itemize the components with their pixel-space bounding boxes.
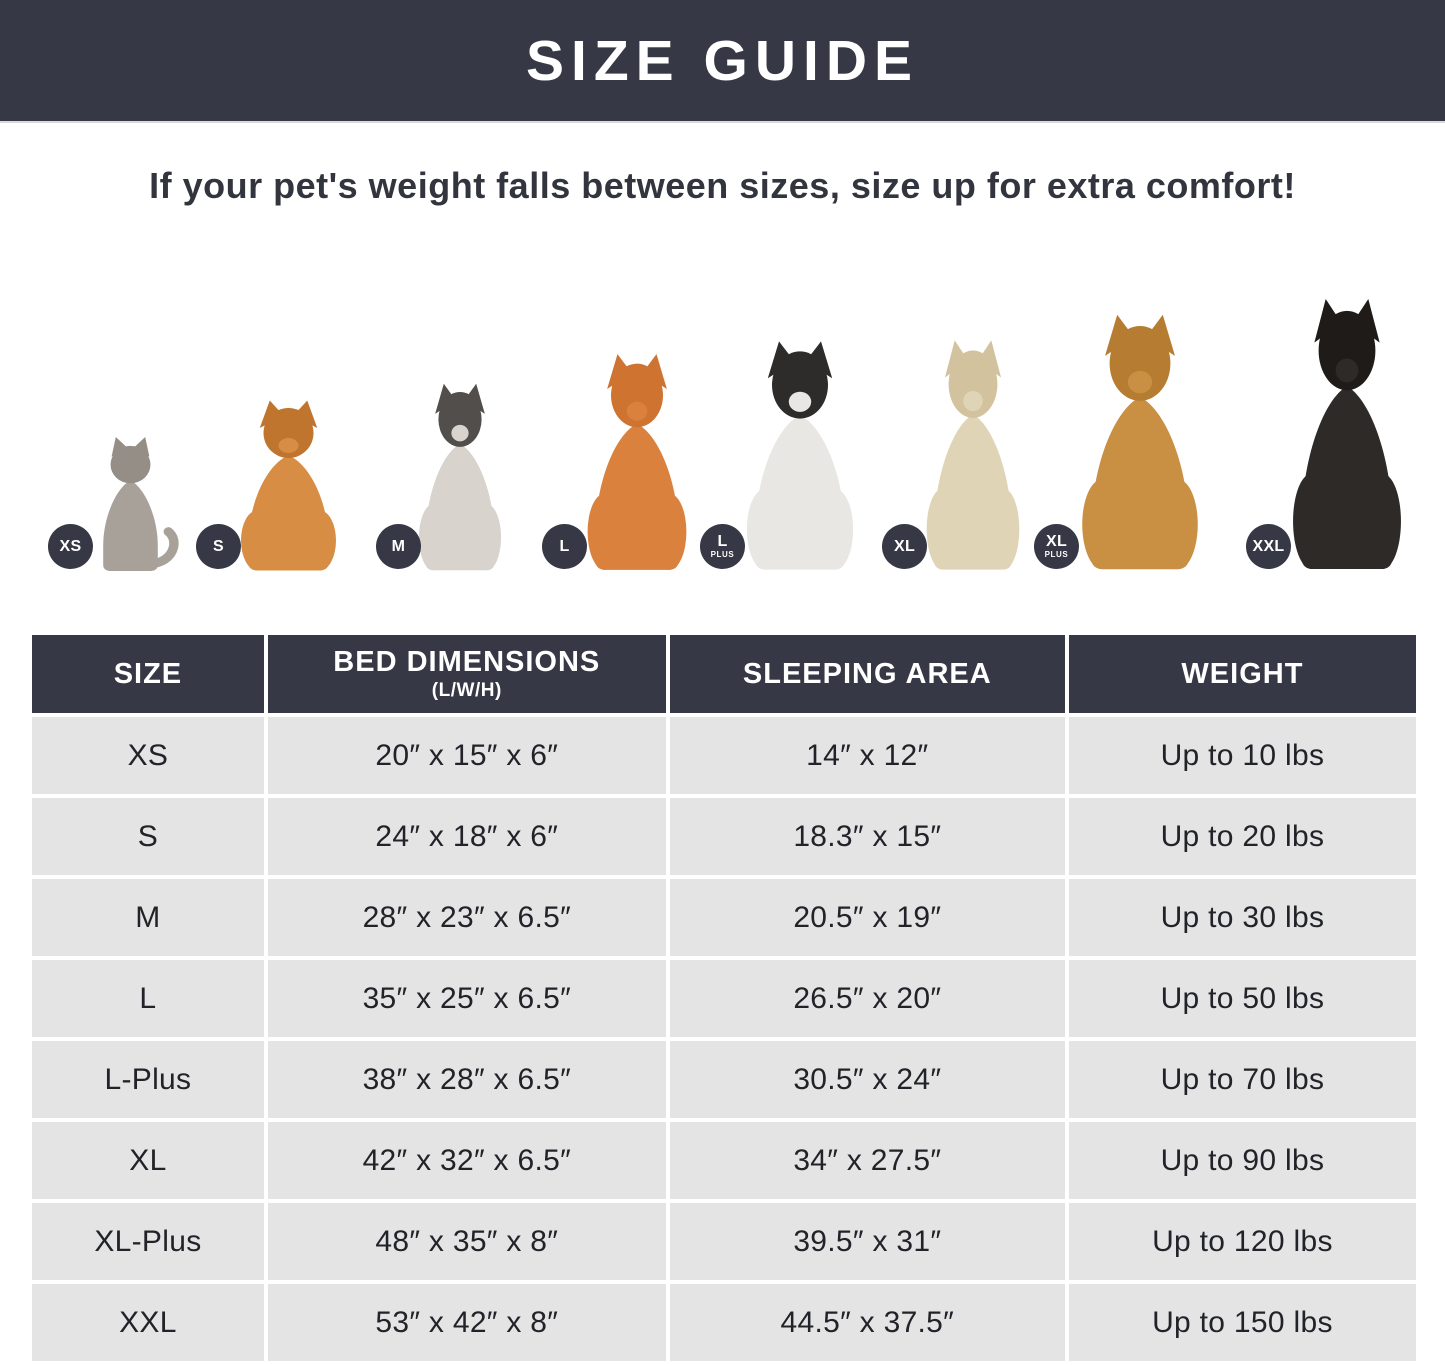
pet-cat — [59, 435, 183, 573]
cat-illustration — [78, 435, 183, 573]
size-badge-label: L — [559, 537, 570, 555]
cell-weight: Up to 70 lbs — [1069, 1041, 1416, 1118]
cell-size: S — [32, 798, 264, 875]
pet-border-collie — [710, 338, 870, 573]
cell-sleeping-area: 18.3″ x 15″ — [670, 798, 1065, 875]
size-table — [28, 631, 1420, 1365]
size-badge-label: M — [391, 537, 406, 555]
cell-sleeping-area: 30.5″ x 24″ — [670, 1041, 1065, 1118]
cell-size: XL-Plus — [32, 1203, 264, 1280]
size-badge-sublabel: PLUS — [710, 550, 735, 559]
col-header-bed-title: BED DIMENSIONS — [333, 646, 601, 678]
pet-labrador — [893, 337, 1034, 573]
cell-bed-dimensions: 35″ x 25″ x 6.5″ — [268, 960, 666, 1037]
size-badge-xxl — [1246, 524, 1291, 569]
page-title: SIZE GUIDE — [525, 28, 920, 93]
cell-weight: Up to 30 lbs — [1069, 879, 1416, 956]
size-badge-s — [196, 524, 241, 569]
col-header-size: SIZE — [32, 635, 264, 713]
cell-sleeping-area: 39.5″ x 31″ — [670, 1203, 1065, 1280]
size-badge-l-plus — [700, 524, 745, 569]
size-badge-xl — [882, 524, 927, 569]
size-badge-xs — [48, 524, 93, 569]
dog-illustration — [406, 381, 514, 573]
cell-sleeping-area: 44.5″ x 37.5″ — [670, 1284, 1065, 1361]
cell-size: XS — [32, 717, 264, 794]
table-row-xl — [32, 1122, 1416, 1199]
subtitle: If your pet's weight falls between sizes, size up for extra comfort! — [149, 165, 1296, 206]
dog-illustration — [226, 398, 351, 573]
cell-weight: Up to 10 lbs — [1069, 717, 1416, 794]
pet-pomeranian — [213, 398, 351, 573]
dog-illustration — [912, 337, 1034, 573]
cell-bed-dimensions: 24″ x 18″ x 6″ — [268, 798, 666, 875]
cell-bed-dimensions: 42″ x 32″ x 6.5″ — [268, 1122, 666, 1199]
cell-bed-dimensions: 28″ x 23″ x 6.5″ — [268, 879, 666, 956]
table-header-row — [32, 635, 1416, 713]
cell-weight: Up to 150 lbs — [1069, 1284, 1416, 1361]
dog-illustration — [1276, 295, 1418, 573]
pet-french-bulldog — [391, 381, 514, 573]
table-row-l-plus — [32, 1041, 1416, 1118]
size-badge-label: XXL — [1252, 537, 1285, 555]
pet-golden-retriever — [1044, 311, 1216, 573]
cell-weight: Up to 90 lbs — [1069, 1122, 1416, 1199]
table-row-l — [32, 960, 1416, 1037]
size-badge-m — [376, 524, 421, 569]
cell-sleeping-area: 20.5″ x 19″ — [670, 879, 1065, 956]
size-badge-label: XL — [893, 537, 916, 555]
pet-size-lineup — [0, 229, 1445, 581]
size-badge-xl-plus — [1034, 524, 1079, 569]
cell-size: M — [32, 879, 264, 956]
cell-bed-dimensions: 38″ x 28″ x 6.5″ — [268, 1041, 666, 1118]
cell-weight: Up to 20 lbs — [1069, 798, 1416, 875]
cell-sleeping-area: 34″ x 27.5″ — [670, 1122, 1065, 1199]
banner — [0, 0, 1445, 123]
size-badge-sublabel: PLUS — [1044, 550, 1069, 559]
col-header-bed-dimensions — [268, 635, 666, 713]
cell-weight: Up to 120 lbs — [1069, 1203, 1416, 1280]
table-row-m — [32, 879, 1416, 956]
size-badge-label: XL — [1045, 533, 1068, 550]
dog-illustration — [1064, 311, 1216, 573]
dog-illustration — [730, 338, 870, 573]
dog-illustration — [572, 351, 702, 573]
table-row-s — [32, 798, 1416, 875]
cell-sleeping-area: 26.5″ x 20″ — [670, 960, 1065, 1037]
table-row-xxl — [32, 1284, 1416, 1361]
cell-size: L — [32, 960, 264, 1037]
cell-weight: Up to 50 lbs — [1069, 960, 1416, 1037]
cell-bed-dimensions: 53″ x 42″ x 8″ — [268, 1284, 666, 1361]
cell-size: XXL — [32, 1284, 264, 1361]
cell-size: L-Plus — [32, 1041, 264, 1118]
size-badge-label: S — [213, 537, 224, 555]
cell-size: XL — [32, 1122, 264, 1199]
cell-bed-dimensions: 20″ x 15″ x 6″ — [268, 717, 666, 794]
col-header-bed-subtitle: (L/W/H) — [431, 680, 502, 701]
col-header-weight: WEIGHT — [1069, 635, 1416, 713]
size-badge-l — [542, 524, 587, 569]
pet-shiba-inu — [559, 351, 702, 573]
size-badge-label: XS — [59, 537, 82, 555]
table-row-xl-plus — [32, 1203, 1416, 1280]
cell-bed-dimensions: 48″ x 35″ x 8″ — [268, 1203, 666, 1280]
size-badge-label: L — [717, 533, 728, 550]
cell-sleeping-area: 14″ x 12″ — [670, 717, 1065, 794]
table-row-xs — [32, 717, 1416, 794]
col-header-sleeping-area: SLEEPING AREA — [670, 635, 1065, 713]
pet-doberman — [1252, 295, 1418, 573]
